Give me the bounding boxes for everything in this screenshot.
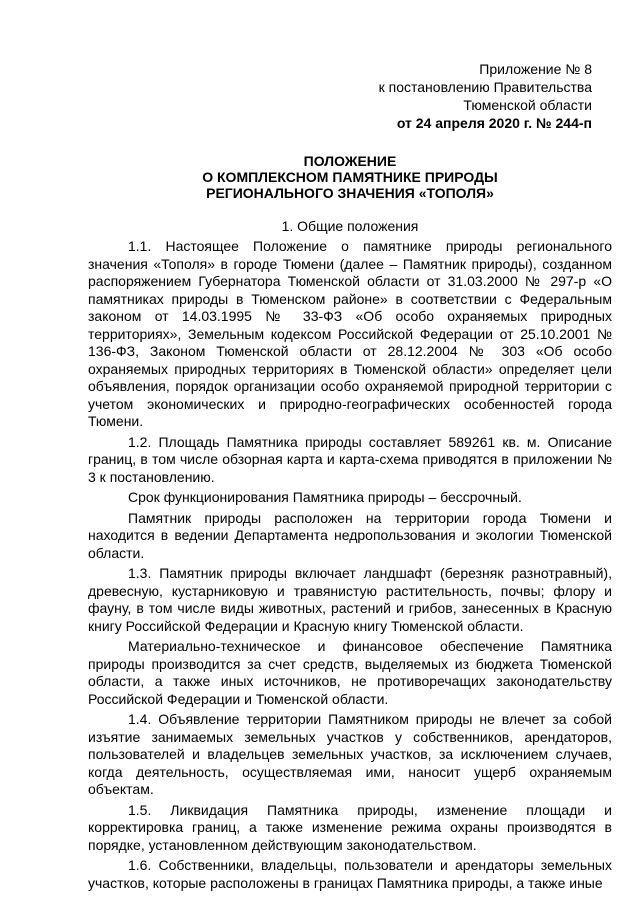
appendix-reference (340, 60, 592, 132)
section-heading: 1. Общие положения (281, 218, 419, 234)
paragraph-1-1: 1.1. Настоящее Положение о памятнике природы регионального значения «Тополя» в городе Тюмени (далее – Памятник природы), созданном распоряжением Губернатора Тюменской области от 31.03.2000 № 297-р «О памятниках природы в Тюменском районе» в соответствии с Федеральным законом от 14.03.1995 № 33-ФЗ «Об особо охраняемых природных территориях», Земельным кодексом Российской Федерации от 25.10.2001 № 136-ФЗ, Законом Тюменской области от 28.12.2004 № 303 «Об особо охраняемых природных территориях в Тюменской области» определяет цели объявления, порядок организации особо охраняемой природной территории с учетом экономических и природно-географических особенностей города Тюмени. (88, 238, 612, 429)
title-line-2: О КОМПЛЕКСНОМ ПАМЯТНИКЕ ПРИРОДЫ (202, 169, 498, 185)
title-line-1: ПОЛОЖЕНИЕ (303, 153, 397, 169)
paragraph-1-6: 1.6. Собственники, владельцы, пользователи и арендаторы земельных участков, которые расположены в границах Памятника природы, а также иные (88, 857, 612, 891)
appendix-number: Приложение № 8 (479, 61, 592, 77)
paragraph-1-5: 1.5. Ликвидация Памятника природы, изменение площади и корректировка границ, а также изменение режима охраны производятся в порядке, установленном действующим законодательством. (88, 801, 612, 853)
paragraph-1-4: 1.4. Объявление территории Памятником природы не влечет за собой изъятие занимаемых земельных участков у собственников, арендаторов, пользователей и владельцев земельных участков, за исключением случаев, когда деятельность, осуществляемая ими, наносит ущерб охраняемым объектам. (88, 711, 612, 797)
title-line-3: РЕГИОНАЛЬНОГО ЗНАЧЕНИЯ «ТОПОЛЯ» (206, 185, 494, 201)
paragraph-funding: Материально-техническое и финансовое обеспечение Памятника природы производится за счет средств, выделяемых из бюджета Тюменской области, а также иных источников, не противоречащих законодательству Российской Федерации и Тюменской области. (88, 638, 612, 707)
appendix-date-number: от 24 апреля 2020 г. № 244-п (396, 115, 592, 131)
appendix-region: Тюменской области (463, 97, 592, 113)
paragraph-location: Памятник природы расположен на территории города Тюмени и находится в ведении Департамента недропользования и экологии Тюменской области. (88, 509, 612, 561)
paragraph-1-2: 1.2. Площадь Памятника природы составляет 589261 кв. м. Описание границ, в том числе обзорная карта и карта-схема приводятся в приложении № 3 к постановлению. (88, 433, 612, 485)
document-title (60, 153, 640, 201)
document-body (88, 238, 612, 895)
paragraph-1-3: 1.3. Памятник природы включает ландшафт (березняк разнотравный), древесную, кустарниковую и травянистую растительность, почвы; флору и фауну, в том числе виды животных, растений и грибов, занесенных в Красную книгу Российской Федерации и Красную книгу Тюменской области. (88, 565, 612, 634)
appendix-resolution-ref: к постановлению Правительства (378, 79, 592, 95)
paragraph-term: Срок функционирования Памятника природы – бессрочный. (128, 489, 522, 505)
